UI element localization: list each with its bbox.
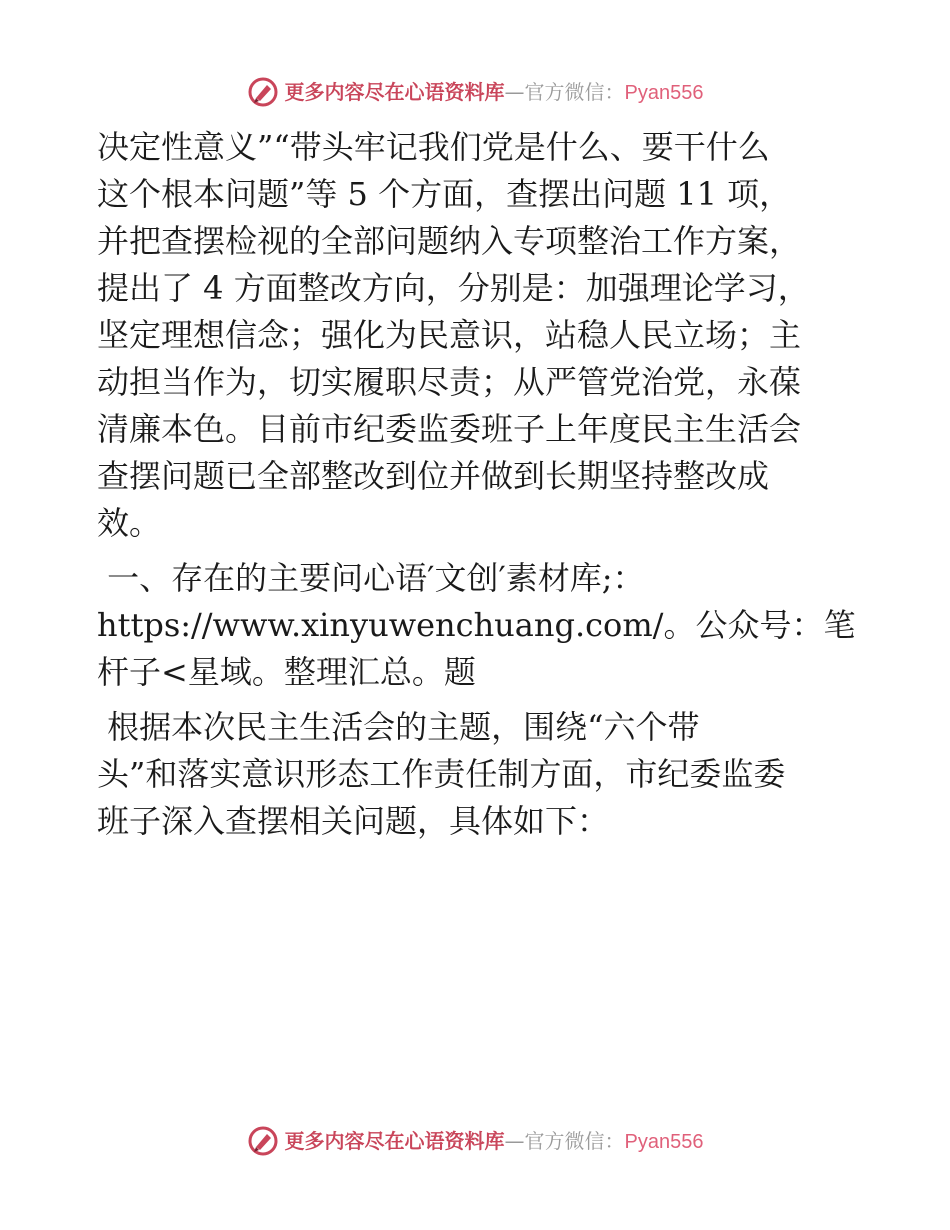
header-watermark bbox=[0, 72, 950, 112]
text-line: 决定性意义”“带头牢记我们党是什么、要干什么 bbox=[97, 128, 770, 166]
text-line: 提出了 4 方面整改方向，分别是：加强理论学习， bbox=[97, 269, 810, 307]
paragraph-1 bbox=[97, 124, 857, 547]
paragraph-spacer bbox=[97, 547, 857, 555]
text-line: 杆子<星域。整理汇总。题 bbox=[97, 653, 476, 691]
text-line: 清廉本色。目前市纪委监委班子上年度民主生活会 bbox=[97, 410, 802, 448]
watermark-official: 官方微信： bbox=[524, 1128, 625, 1153]
paragraph-2 bbox=[97, 555, 857, 696]
watermark-text bbox=[284, 79, 704, 104]
text-line: 头”和落实意识形态工作责任制方面，市纪委监委 bbox=[97, 755, 786, 793]
watermark-id: Pyan556 bbox=[624, 1130, 704, 1153]
text-line: 班子深入查摆相关问题，具体如下： bbox=[97, 802, 610, 840]
text-line: https://www.xinyuwenchuang.com/。公众号：笔 bbox=[97, 606, 856, 644]
text-line: 动担当作为，切实履职尽责；从严管党治党，永葆 bbox=[97, 363, 802, 401]
text-line: 并把查摆检视的全部问题纳入专项整治工作方案， bbox=[97, 222, 802, 260]
watermark-brand: 更多内容尽在心语资料库 bbox=[284, 1128, 505, 1153]
watermark-dash: — bbox=[504, 1128, 525, 1153]
pen-logo-icon bbox=[247, 76, 279, 108]
section-heading-line: 一、存在的主要问心语′文创′素材库;： bbox=[97, 559, 645, 597]
paragraph-3 bbox=[97, 704, 857, 845]
pen-logo-icon bbox=[247, 1125, 279, 1157]
watermark-group bbox=[247, 1125, 704, 1157]
watermark-group bbox=[247, 76, 704, 108]
document-body bbox=[97, 124, 857, 845]
watermark-brand: 更多内容尽在心语资料库 bbox=[284, 79, 505, 104]
paragraph-spacer bbox=[97, 696, 857, 704]
text-line: 效。 bbox=[97, 504, 162, 542]
watermark-dash: — bbox=[504, 79, 525, 104]
watermark-official: 官方微信： bbox=[524, 79, 625, 104]
watermark-text bbox=[284, 1128, 704, 1153]
text-line: 这个根本问题”等 5 个方面，查摆出问题 11 项， bbox=[97, 175, 792, 213]
footer-watermark bbox=[0, 1121, 950, 1161]
text-line: 坚定理想信念；强化为民意识，站稳人民立场；主 bbox=[97, 316, 802, 354]
text-line: 查摆问题已全部整改到位并做到长期坚持整改成 bbox=[97, 457, 770, 495]
watermark-id: Pyan556 bbox=[624, 81, 704, 104]
text-line: 根据本次民主生活会的主题，围绕“六个带 bbox=[97, 708, 700, 746]
